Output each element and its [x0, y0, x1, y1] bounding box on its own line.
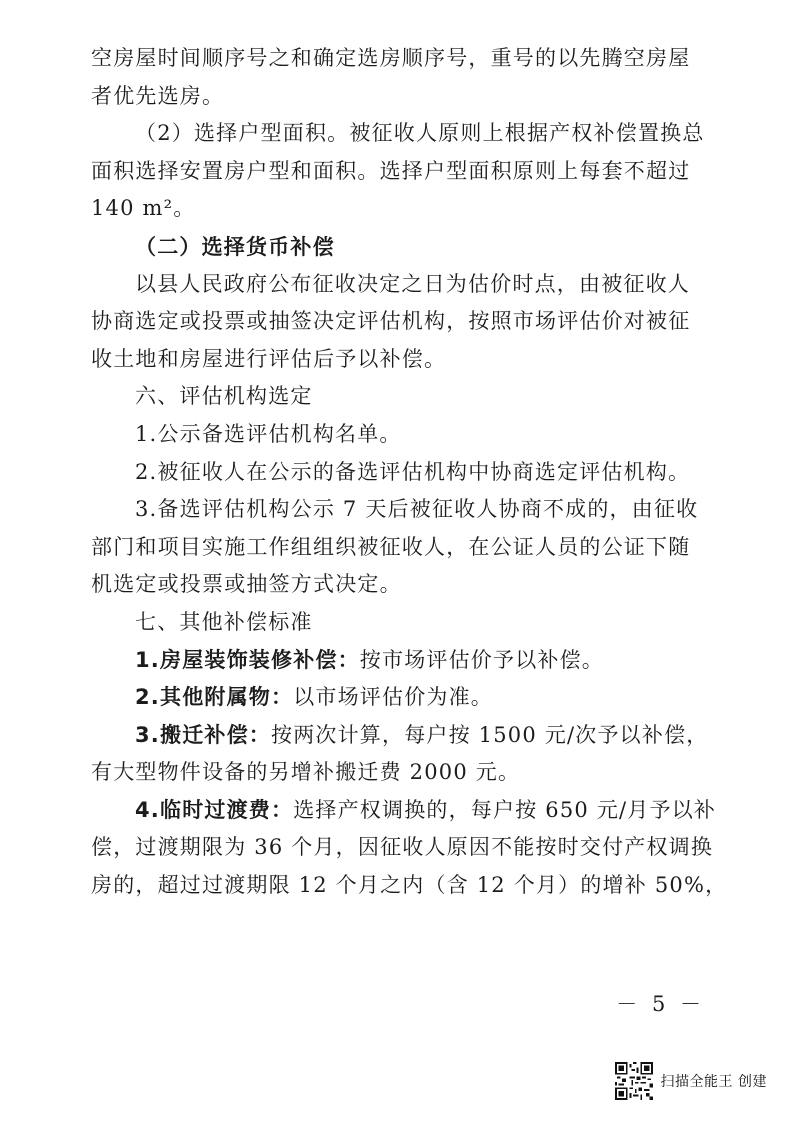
list-item: 2.被征收人在公示的备选评估机构中协商选定评估机构。: [135, 459, 691, 484]
text-line: 部门和项目实施工作组组织被征收人，在公证人员的公证下随: [91, 534, 691, 559]
item-label: 4.临时过渡费：: [135, 797, 294, 822]
text-line: 收土地和房屋进行评估后予以补偿。: [91, 346, 447, 371]
document-body: [91, 40, 728, 905]
item-label: 2.其他附属物：: [135, 685, 294, 710]
text-line: 者优先选房。: [91, 83, 225, 108]
list-item: [91, 717, 717, 755]
item-text: 按两次计算，每户按 1500 元/次予以补偿，: [271, 722, 709, 747]
text-line: 偿，过渡期限为 36 个月，因征收人原因不能按时交付产权调换: [91, 835, 714, 860]
watermark-label: 扫描全能王 创建: [660, 1074, 767, 1090]
item-text: 按市场评估价予以补偿。: [359, 647, 604, 672]
list-item: 3.备选评估机构公示 7 天后被征收人协商不成的，由征收: [135, 497, 699, 522]
item-label: 3.搬迁补偿：: [135, 722, 271, 747]
text-line: 面积选择安置房户型和面积。选择户型面积原则上每套不超过: [91, 158, 691, 183]
section-title: 七、其他补偿标准: [135, 609, 313, 634]
text-line: 有大型物件设备的另增补搬迁费 2000 元。: [91, 760, 521, 785]
scanner-watermark: [615, 1062, 767, 1100]
page-number: － 5 －: [616, 992, 705, 1016]
qr-code-icon: [615, 1062, 653, 1100]
item-text: 以市场评估价为准。: [293, 685, 494, 710]
section-heading: （二）选择货币补偿: [135, 233, 335, 259]
text-line: （2）选择户型面积。被征收人原则上根据产权补偿置换总: [135, 121, 705, 146]
list-item: [91, 642, 717, 680]
item-label: 1.房屋装饰装修补偿：: [135, 647, 360, 672]
list-item: [91, 792, 717, 830]
item-text: 选择产权调换的，每户按 650 元/月予以补: [293, 797, 717, 822]
text-line: 140 m²。: [91, 196, 196, 221]
text-line: 协商选定或投票或抽签决定评估机构，按照市场评估价对被征: [91, 309, 691, 334]
section-title: 六、评估机构选定: [135, 384, 313, 409]
text-line: 以县人民政府公布征收决定之日为估价时点，由被征收人: [135, 271, 690, 296]
list-item: [91, 679, 717, 717]
text-line: 机选定或投票或抽签方式决定。: [91, 572, 402, 597]
text-line: 空房屋时间顺序号之和确定选房顺序号，重号的以先腾空房屋: [91, 46, 691, 70]
text-line: 房的，超过过渡期限 12 个月之内（含 12 个月）的增补 50%，: [91, 873, 728, 898]
list-item: 1.公示备选评估机构名单。: [135, 421, 402, 446]
